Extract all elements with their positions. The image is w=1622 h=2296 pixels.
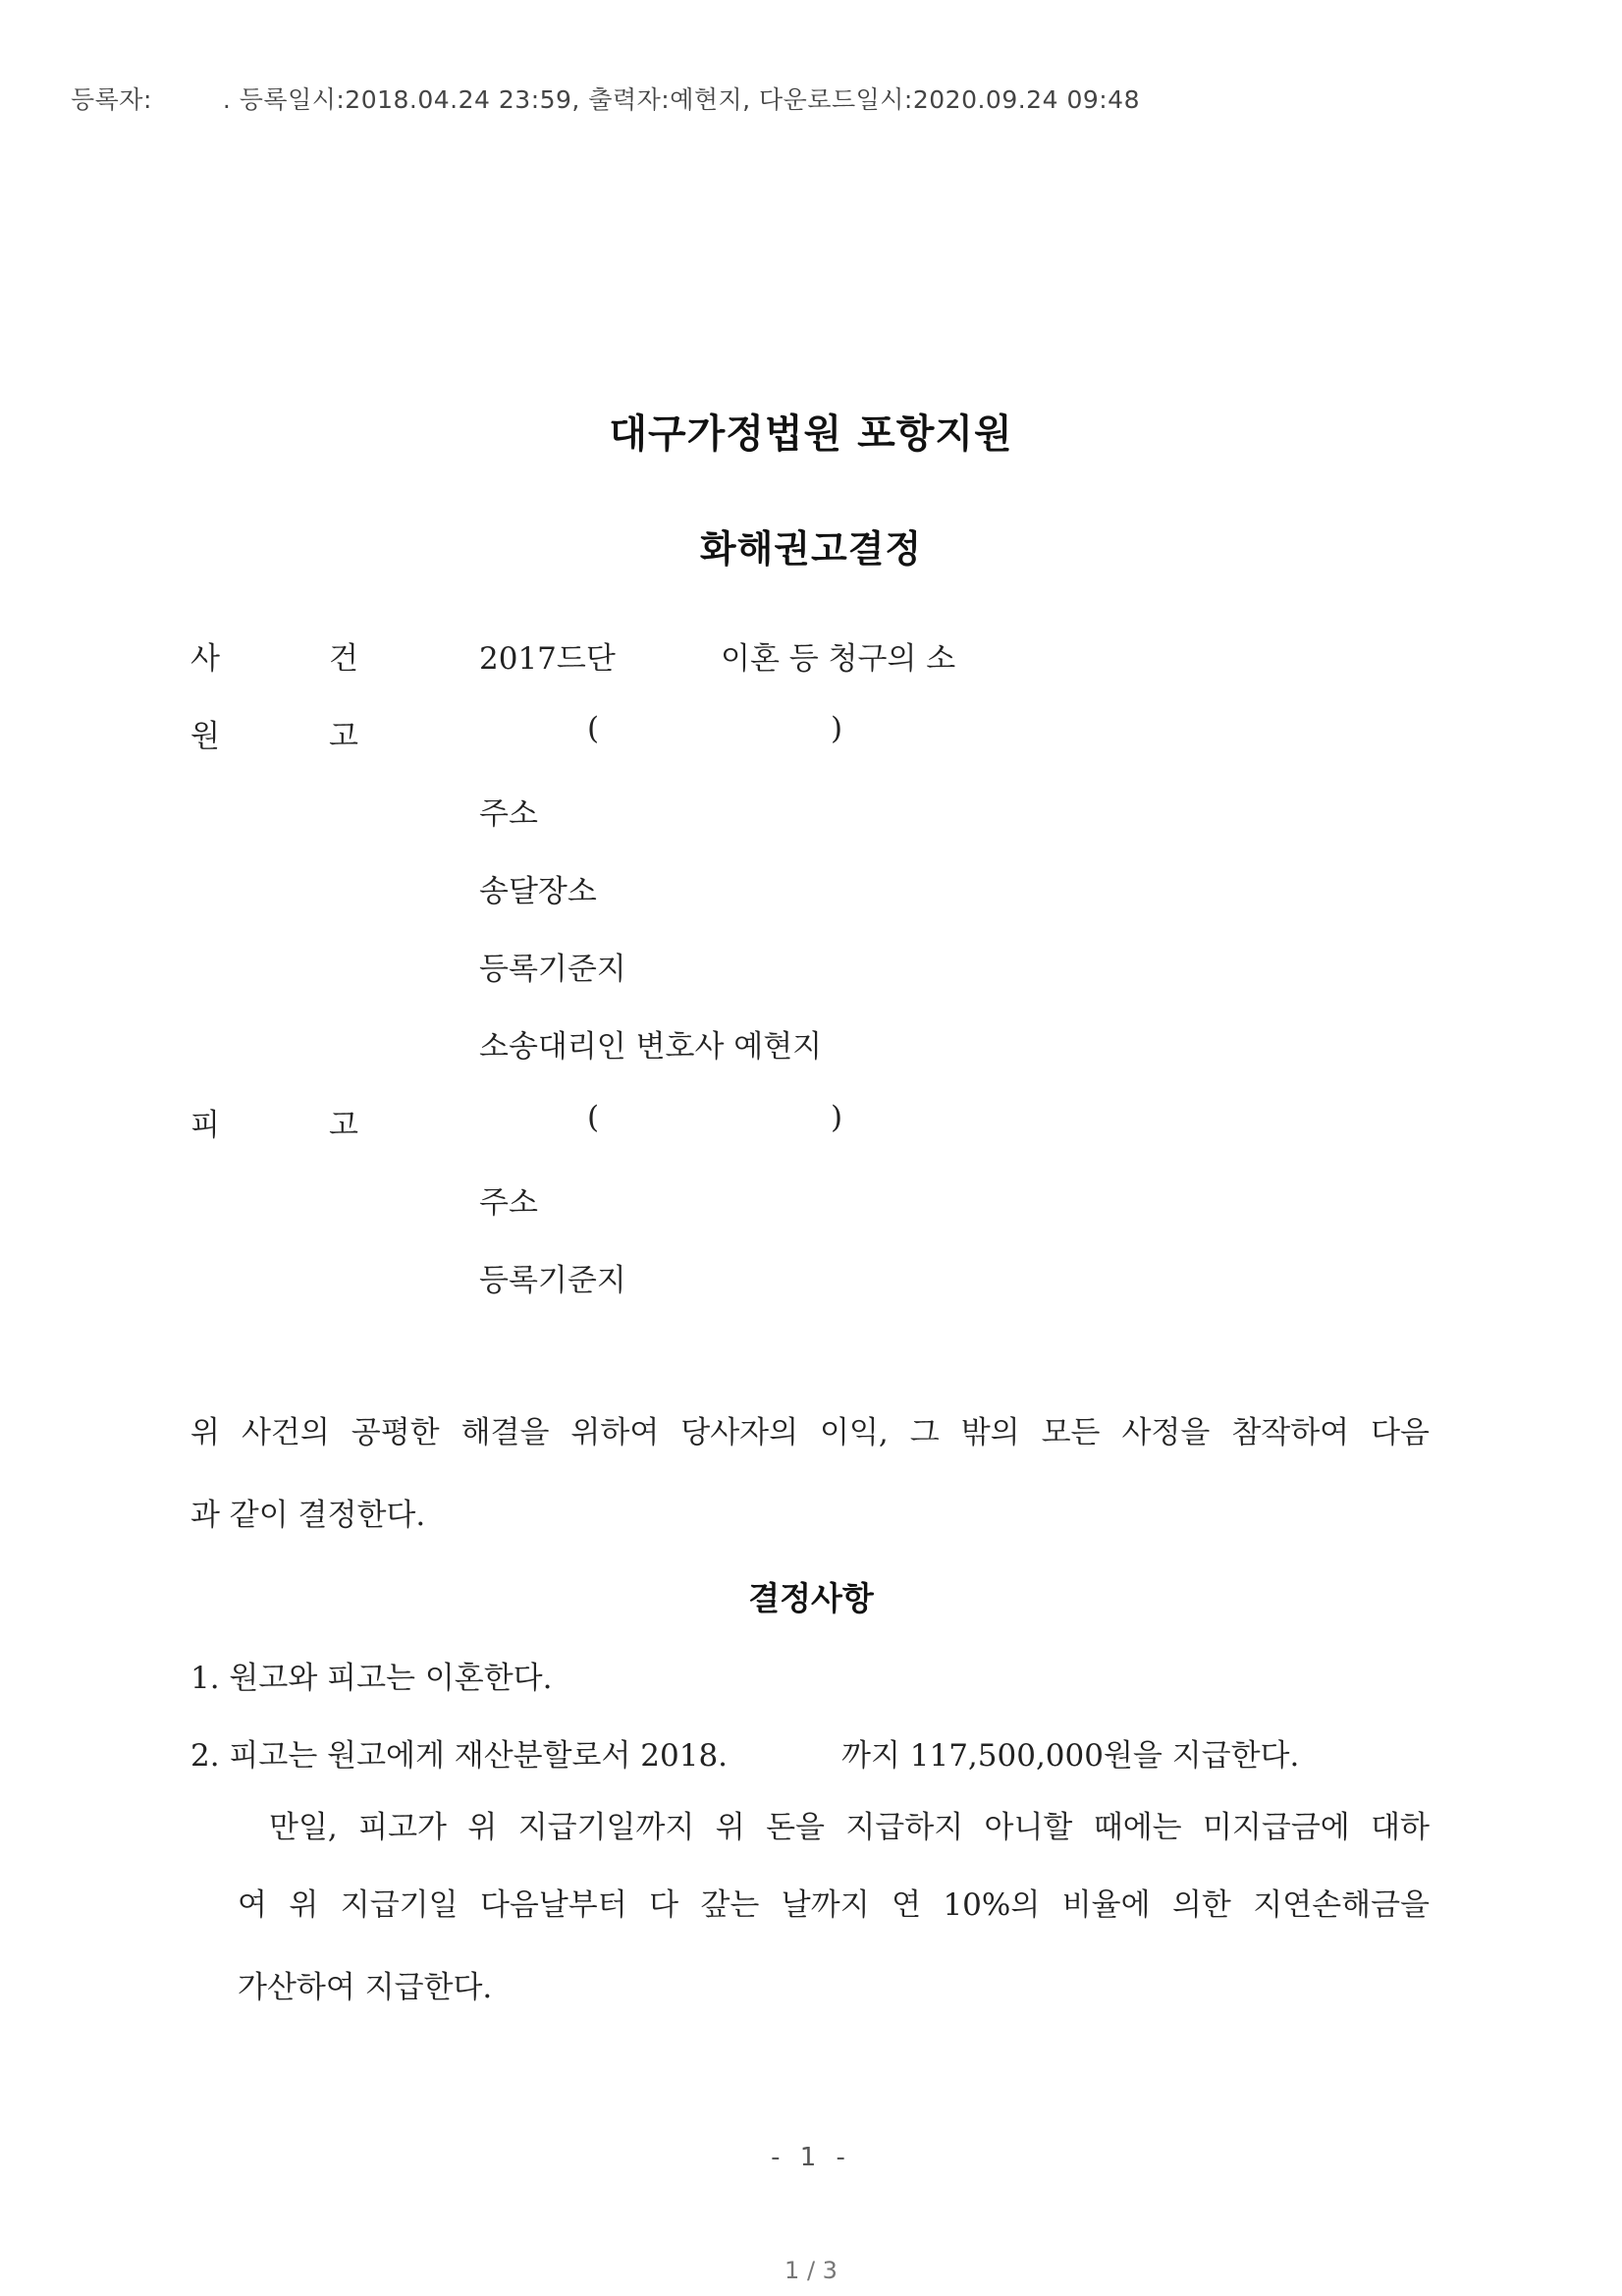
plaintiff-delivery-label: 송달장소 [479, 874, 597, 909]
case-name: 이혼 등 청구의 소 [721, 641, 956, 677]
plaintiff-attorney: 소송대리인 변호사 예현지 [479, 1029, 823, 1065]
document-type-title: 화해권고결정 [699, 527, 923, 571]
defendant-address-label: 주소 [479, 1185, 538, 1221]
page-count: 1 / 3 [784, 2257, 838, 2284]
decision-item-1: 1. 원고와 피고는 이혼한다. [190, 1661, 553, 1696]
defendant-label-a: 피 [190, 1108, 220, 1143]
page-number: - 1 - [771, 2143, 851, 2172]
decision-item-2-part-1: 2. 피고는 원고에게 재산분할로서 2018. [190, 1738, 729, 1774]
decision-item-2-line-2: 만일, 피고가 위 지급기일까지 위 돈을 지급하지 아니할 때에는 미지급금에 대하 [269, 1810, 1430, 1845]
decision-item-2-line-3: 여 위 지급기일 다음날부터 다 갚는 날까지 연 10%의 비율에 의한 지연손해금을 [238, 1887, 1430, 1923]
plaintiff-paren-open: ( [587, 711, 600, 746]
case-label-b: 건 [329, 641, 358, 677]
registration-details: . 등록일시:2018.04.24 23:59, 출력자:예현지, 다운로드일시:2020.09.24 09:48 [222, 85, 1140, 114]
registrant-label: 등록자: [71, 85, 152, 114]
defendant-registry-label: 등록기준지 [479, 1263, 626, 1298]
court-name: 대구가정법원 포항지원 [609, 411, 1013, 457]
case-label-a: 사 [190, 641, 220, 677]
defendant-paren-open: ( [587, 1100, 600, 1135]
case-number: 2017드단 [479, 641, 616, 677]
plaintiff-label-a: 원 [190, 719, 220, 754]
decision-title: 결정사항 [748, 1579, 874, 1617]
plaintiff-paren-close: ) [831, 711, 843, 746]
plaintiff-address-label: 주소 [479, 796, 538, 832]
intro-line-1: 위 사건의 공평한 해결을 위하여 당사자의 이익, 그 밖의 모든 사정을 참작하여 다음 [190, 1415, 1430, 1450]
decision-item-2-part-2: 까지 117,500,000원을 지급한다. [841, 1738, 1300, 1774]
registration-info [71, 81, 1140, 116]
intro-line-2: 과 같이 결정한다. [190, 1498, 426, 1533]
defendant-paren-close: ) [831, 1100, 843, 1135]
defendant-label-b: 고 [329, 1108, 358, 1143]
decision-item-2-line-4: 가산하여 지급한다. [238, 1970, 493, 2005]
plaintiff-label-b: 고 [329, 719, 358, 754]
plaintiff-registry-label: 등록기준지 [479, 952, 626, 987]
